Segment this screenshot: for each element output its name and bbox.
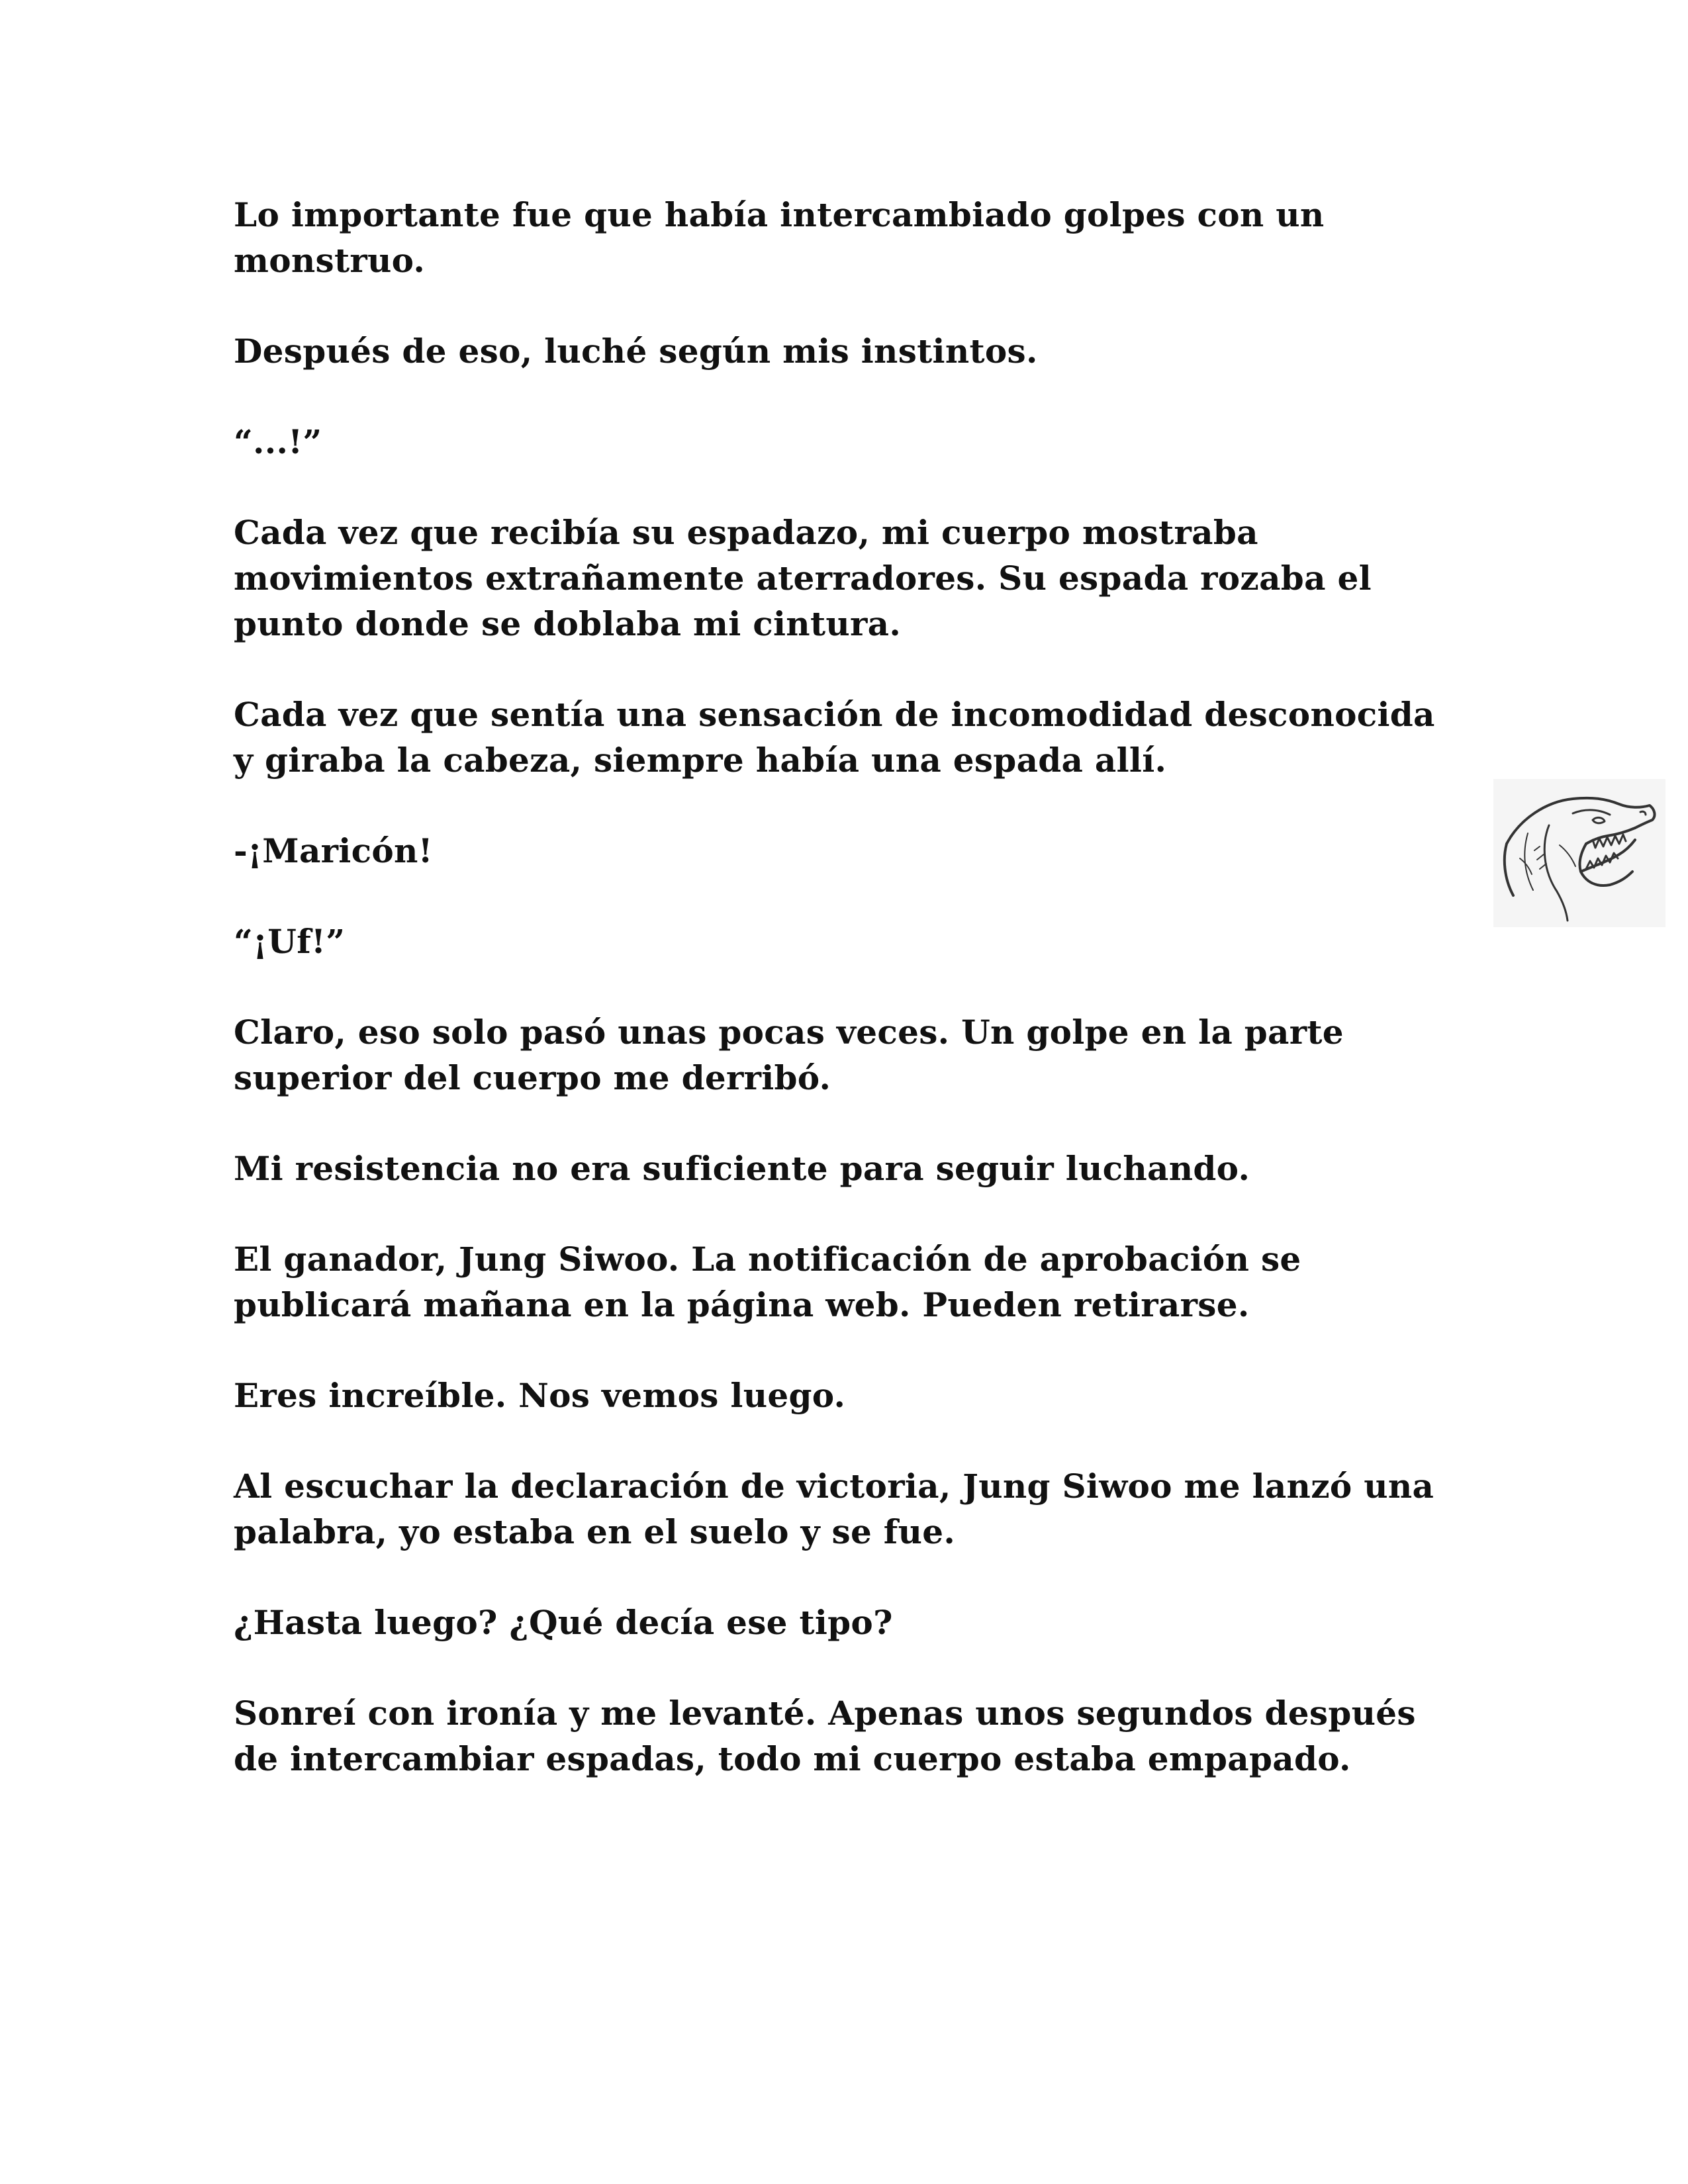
paragraph: “¡Uf!” [234, 922, 346, 961]
paragraph: Lo importante fue que había intercambiado golpes con un monstruo. [234, 195, 1325, 280]
paragraph: Claro, eso solo pasó unas pocas veces. Un golpe en la parte superior del cuerpo me derribó. [234, 1013, 1344, 1097]
paragraph: Cada vez que sentía una sensación de incomodidad desconocida y giraba la cabeza, siempre había una espada allí. [234, 695, 1435, 780]
paragraph: Al escuchar la declaración de victoria, Jung Siwoo me lanzó una palabra, yo estaba en el suelo y se fue. [234, 1467, 1434, 1551]
paragraph: -¡Maricón! [234, 831, 433, 870]
paragraph: Eres increíble. Nos vemos luego. [234, 1376, 846, 1415]
paragraph: “...!” [234, 422, 322, 461]
body-text [234, 192, 1452, 1827]
paragraph: ¿Hasta luego? ¿Qué decía ese tipo? [234, 1603, 893, 1642]
dinosaur-head-icon [1493, 779, 1665, 927]
paragraph: Después de eso, luché según mis instintos. [234, 332, 1038, 371]
paragraph: Cada vez que recibía su espadazo, mi cuerpo mostraba movimientos extrañamente aterradores. Su espada rozaba el punto donde se doblaba mi cintura. [234, 513, 1372, 643]
paragraph: El ganador, Jung Siwoo. La notificación de aprobación se publicará mañana en la página web. Pueden retirarse. [234, 1240, 1301, 1324]
paragraph: Mi resistencia no era suficiente para seguir luchando. [234, 1149, 1250, 1188]
paragraph: Sonreí con ironía y me levanté. Apenas unos segundos después de intercambiar espadas, todo mi cuerpo estaba empapado. [234, 1694, 1416, 1778]
